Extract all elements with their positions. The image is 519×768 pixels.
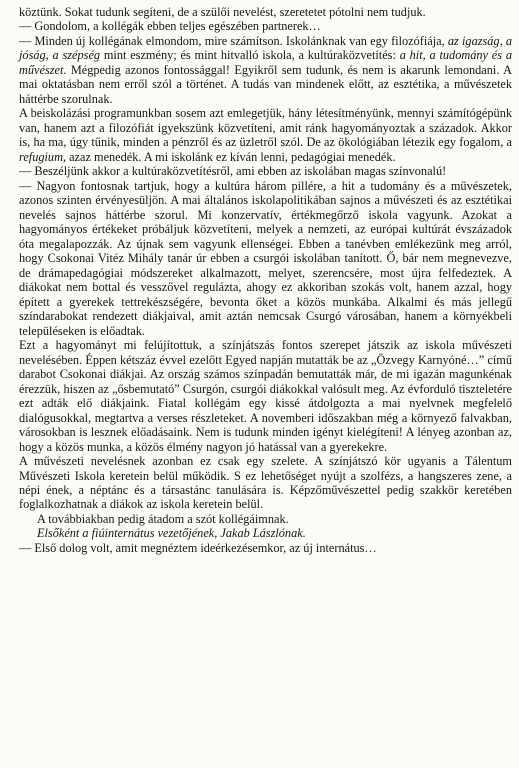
paragraph-1: köztünk. Sokat tudunk segíteni, de a szülői nevelést, szeretetet pótolni nem tudjuk. [19,5,426,19]
paragraph-7: Ezt a hagyományt mi felújítottuk, a színjátszás fontos szerepet játszik az iskola művészeti nevelésében. Éppen kétszáz évvel ezelőtt Egyed napján mutatták be az „Özvegy Karnyóné…” című darabot Csokonai diákjai. Az ország számos színpadán bemutatták már, de mi igazán magunkénak érezzük, hiszen az „ősbemutató” Csurgón, csurgói diákokkal valósult meg. Az évforduló tiszteletére ezt adták elő diákjaink. Fiatal kollégám egy kissé átdolgozta a mai nyelvnek megfelelő dialógusokkal, megtartva a verses részleteket. A novemberi időszakban még a környező falvakban, városokban is lesznek előadásaink. Nem is tudunk minden igényt kielégíteni! A lényeg azonban az, hogy a közös munka, a közös élmény nagyon jó hatással van a gyerekekre. [19,338,512,454]
italic-phrase: a hit, a tudomány és a művészet [19,48,512,77]
paragraph-5-question: — Beszéljünk akkor a kultúraközvetítésről, ami ebben az iskolában magas színvonalú! [19,164,447,179]
paragraph-10-introduction [19,526,512,540]
introduction-italic: Elsőként a fiúinternátus vezetőjének, Jakab Lászlónak. [37,526,306,541]
paragraph-3-answer: — Minden új kollégának elmondom, mire számítson. Iskolánknak van egy filozófiája, az igazság, a jóság, a szépség mint eszmény; és mint hitvalló iskola, a kultúraközvetítés: a hit, a tudomány és a művészet. Mégpedig azonos fontossággal! Egyikről sem tudunk, és nem is akarunk lemondani. A mai oktatásban nem erről szól a történet. A tudás van mindenek előtt, az esztétika, a művészetek háttérbe szorulnak. [19,33,512,106]
paragraph-8: A művészeti nevelésnek azonban ez csak egy szelete. A színjátszó kör ugyanis a Tálentum Művészeti Iskola keretein belül működik. S ez lehetőséget nyújt a szolfézs, a hangszeres zene, a népi ének, a néptánc és a társastánc tanulására is. Képzőművészettel pedig szakkör keretében foglalkozhatnak a diákok az iskola keretein belül. [19,454,512,512]
paragraph-9-handover: A továbbiakban pedig átadom a szót kollégáimnak. [37,511,289,526]
paragraph-11-answer: — Első dolog volt, amit megnéztem ideérkezésemkor, az új internátus… [19,540,377,555]
paragraph-6-answer: — Nagyon fontosnak tartjuk, hogy a kultúra három pillére, a hit a tudomány és a művészetek, azonos szinten érvényesüljön. A mai általános iskolapolitikában sajnos a művészeti és az esztétikai nevelés sajnos háttérbe szorul. Mi konzervatív, értékmegőrző iskola vagyunk. Azokat a hagyományos értékeket próbáljuk közvetíteni, melyek a nemzeti, az európai kultúrát évszázadok óta megalapozzák. Az újnak sem vagyunk ellenségei. Ebben a tanévben emlékezünk meg arról, hogy Csokonai Vitéz Mihály tanár úr ebben a csurgói iskolában tanított. Ő, bár nem megnevezve, de drámapedagógiai módszereket alkalmazott, melyet, szerencsére, most újra felfedeztek. A diákokat nem bottal és vesszővel regulázta, ahogy ez akkoriban szokás volt, hanem azzal, hogy épített a gyerekek tettrekészségére, bevonta őket a közös munkába. Alkalmi és más jellegű színdarabokat rendezett diákjaival, amit aztán nemcsak Csurgó városában, hanem a környékbeli településeken is előadtak. [19,178,512,338]
article-body [19,5,512,555]
italic-phrase: az igazság, a jóság, a szépség [19,33,512,63]
paragraph-4: A beiskolázási programunkban sosem azt emlegetjük, hány létesítményünk, mennyi számítógépünk van, hanem azt a filozófiát igyekszünk közvetíteni, amit ránk hagyományoztak a századok. Akkor is, ha ma, úgy tűnik, minden a pénzről és az üzletről szól. De az ökológiában létezik egy fogalom, a refugium, azaz menedék. A mi iskolánk ez kíván lenni, pedagógiai menedék. [19,106,512,164]
paragraph-2-question: — Gondolom, a kollégák ebben teljes egészében partnerek… [19,19,321,34]
italic-phrase: refugium [19,149,63,164]
